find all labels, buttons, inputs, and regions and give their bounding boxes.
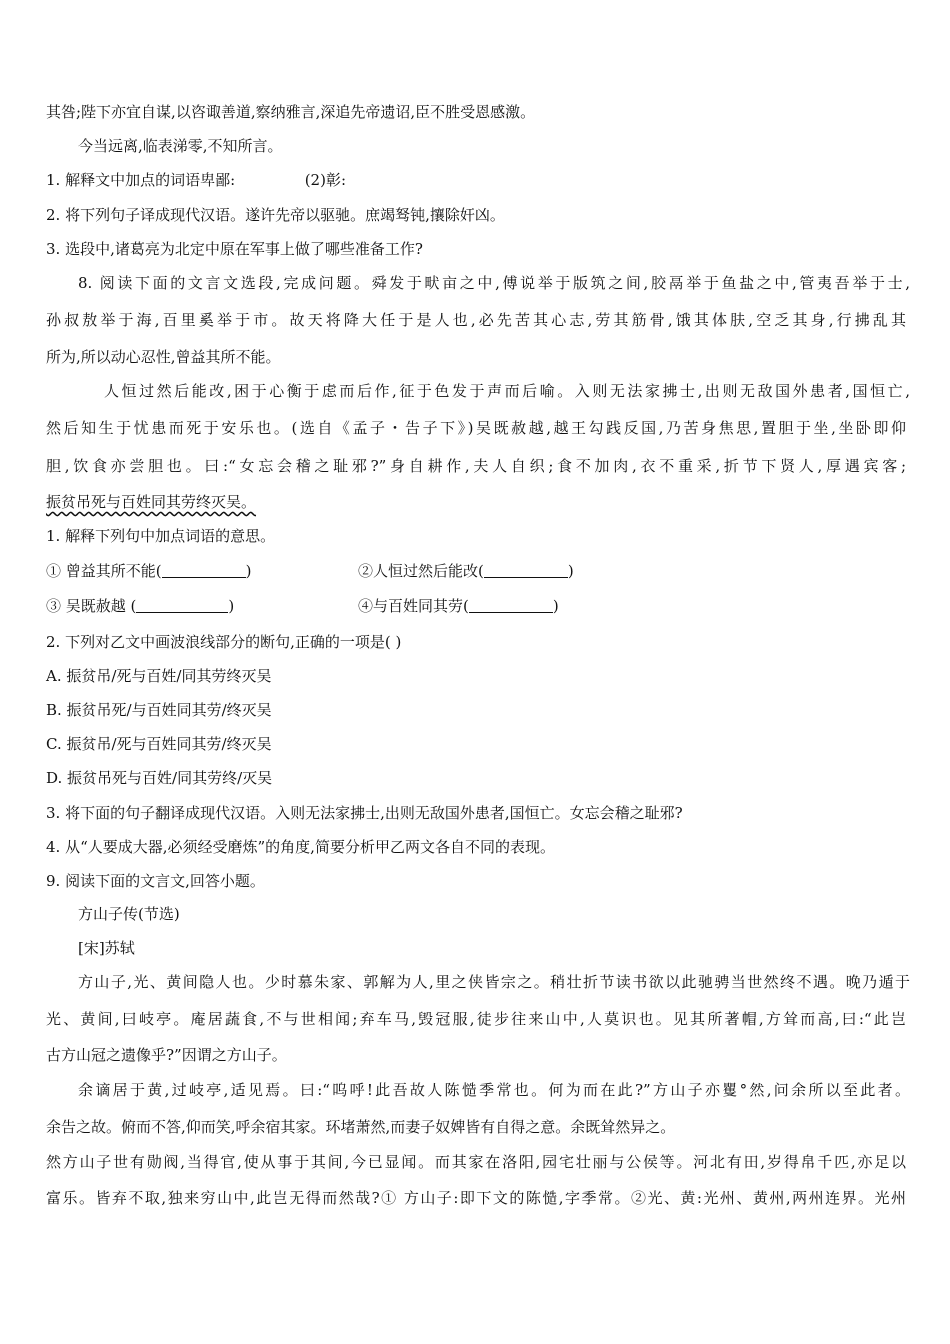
q9-author: [宋]苏轼 (78, 939, 135, 957)
option-d[interactable]: D. 振贫吊死与百姓/同其劳终/灭吴 (46, 769, 273, 787)
q9-title: 方山子传(节选) (78, 905, 180, 923)
answer-1-label: ① 曾益其所不能( (46, 562, 162, 580)
option-a[interactable]: A. 振贫吊/死与百姓/同其劳终灭吴 (46, 667, 272, 685)
q9-para1-line3: 古方山冠之遗像乎?”因谓之方山子。 (46, 1046, 287, 1064)
answer-1-blank[interactable] (162, 561, 246, 578)
q7-item-2: 2. 将下列句子译成现代汉语。遂许先帝以驱驰。庶竭驽钝,攘除奸凶。 (46, 206, 505, 224)
q9-para2-line1: 余谪居于黄,过岐亭,适见焉。曰:“呜呼!此吾故人陈慥季常也。何为而在此?”方山子亦矍°然,问余所以至此者。 (78, 1081, 910, 1099)
answer-3-close: ) (228, 597, 235, 615)
wavy-underlined-text: 振贫吊死与百姓同其劳终灭吴。 (46, 493, 257, 511)
q9-intro: 9. 阅读下面的文言文,回答小题。 (46, 872, 265, 890)
answer-2-blank[interactable] (484, 561, 568, 578)
q7-item-1-text: 1. 解释文中加点的词语卑鄙: (46, 171, 236, 189)
q9-para2-line2: 余告之故。俯而不答,仰而笑,呼余宿其家。环堵萧然,而妻子奴婢皆有自得之意。余既耸然异之。 (46, 1118, 676, 1136)
answer-1-close: ) (245, 562, 252, 580)
q9-para1-line1: 方山子,光、黄间隐人也。少时慕朱家、郭解为人,里之侠皆宗之。稍壮折节读书欲以此驰骋当世然终不遇。晚乃遁于 (78, 973, 910, 991)
option-b[interactable]: B. 振贫吊死/与百姓同其劳/终灭吴 (46, 701, 272, 719)
q9-para3-line1: 然方山子世有勋阀,当得官,使从事于其间,今已显闻。而其家在洛阳,园宅壮丽与公侯等。河北有田,岁得帛千匹,亦足以 (46, 1153, 906, 1171)
q8-para1-line2: 孙叔敖举于海,百里奚举于市。故天将降大任于是人也,必先苦其心志,劳其筋骨,饿其体肤,空乏其身,行拂乱其 (46, 311, 906, 329)
q7-item-1-part2: (2)彰: (304, 171, 347, 189)
answer-4-close: ) (552, 597, 559, 615)
q8-item-3: 3. 将下面的句子翻译成现代汉语。入则无法家拂士,出则无敌国外患者,国恒亡。女忘会稽之耻邪? (46, 804, 683, 822)
passage7-line-1: 其咎;陛下亦宜自谋,以咨诹善道,察纳雅言,深追先帝遗诏,臣不胜受恩感激。 (46, 103, 536, 121)
q8-item-2: 2. 下列对乙文中画波浪线部分的断句,正确的一项是( ) (46, 633, 402, 651)
answer-2-close: ) (567, 562, 574, 580)
answer-2-label: ②人恒过然后能改( (358, 562, 484, 580)
q9-para3-line2: 富乐。皆弃不取,独来穷山中,此岂无得而然哉?① 方山子:即下文的陈慥,字季常。②光、黄:光州、黄州,两州连界。光州 (46, 1189, 906, 1207)
q8-para2-line1: 人恒过然后能改,困于心衡于虑而后作,征于色发于声而后喻。入则无法家拂士,出则无敌国外患者,国恒亡, (104, 382, 910, 400)
q8-answer-3 (46, 596, 234, 616)
q8-para2-line2: 然后知生于忧患而死于安乐也。(选自《孟子・告子下》)吴既赦越,越王勾践反国,乃苦身焦思,置胆于坐,坐卧即仰 (46, 419, 906, 437)
q8-para1-line3: 所为,所以动心忍性,曾益其所不能。 (46, 348, 281, 366)
option-c[interactable]: C. 振贫吊/死与百姓同其劳/终灭吴 (46, 735, 272, 753)
q7-item-3: 3. 选段中,诸葛亮为北定中原在军事上做了哪些准备工作? (46, 240, 423, 258)
q8-item-1: 1. 解释下列句中加点词语的意思。 (46, 527, 276, 545)
q8-answer-1 (46, 561, 251, 581)
q8-answer-4 (358, 596, 559, 616)
q8-item-4: 4. 从“人要成大器,必须经受磨炼”的角度,简要分析甲乙两文各自不同的表现。 (46, 838, 555, 856)
q8-para2-line3: 胆,饮食亦尝胆也。曰:“女忘会稽之耻邪?”身自耕作,夫人自织;食不加肉,衣不重采,折节下贤人,厚遇宾客; (46, 457, 906, 475)
q8-para1-line1: 8. 阅读下面的文言文选段,完成问题。舜发于畎亩之中,傅说举于版筑之间,胶鬲举于鱼盐之中,管夷吾举于士, (78, 274, 910, 292)
q8-para2-line4 (46, 492, 256, 512)
answer-3-blank[interactable] (136, 596, 228, 613)
q9-para1-line2: 光、黄间,曰岐亭。庵居蔬食,不与世相闻;弃车马,毁冠服,徒步往来山中,人莫识也。见其所著帽,方耸而高,曰:“此岂 (46, 1010, 906, 1028)
q7-item-1 (46, 170, 346, 190)
answer-4-blank[interactable] (469, 596, 553, 613)
answer-4-label: ④与百姓同其劳( (358, 597, 469, 615)
passage7-line-2: 今当远离,临表涕零,不知所言。 (78, 137, 283, 155)
answer-3-label: ③ 吴既赦越 ( (46, 597, 137, 615)
q8-answer-2 (358, 561, 574, 581)
